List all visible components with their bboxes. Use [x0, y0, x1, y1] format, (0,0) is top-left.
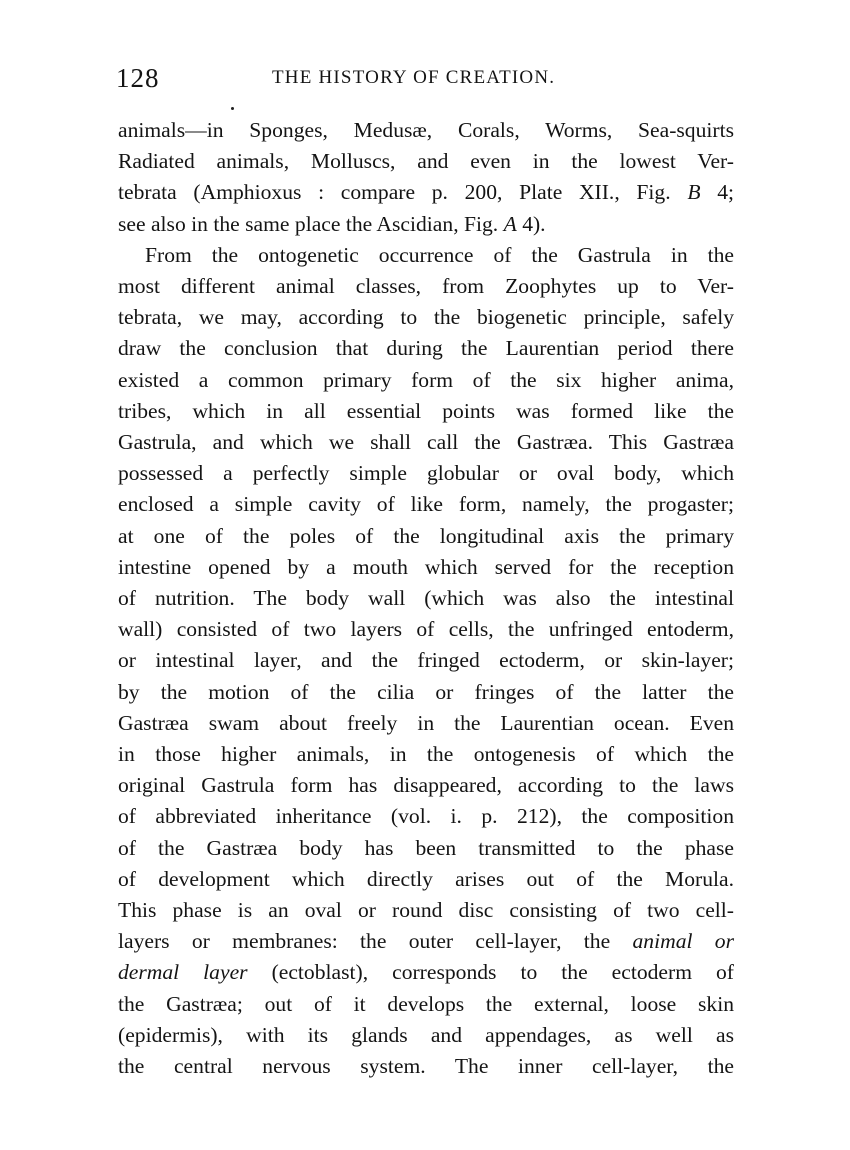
text-line: of nutrition. The body wall (which was also the intestinal: [118, 586, 734, 611]
italic-term: dermal layer: [118, 960, 248, 985]
page-header: [116, 62, 738, 94]
figure-reference: B: [687, 180, 701, 205]
text-fragment: (ectoblast), corresponds to the ectoderm of: [247, 960, 734, 985]
text-line: Gastrula, and which we shall call the Gastræa. This Gastræa: [118, 430, 734, 455]
text-line: Gastræa swam about freely in the Laurentian ocean. Even: [118, 710, 734, 735]
text-line: [118, 177, 734, 208]
text-fragment: layers or membranes: the outer cell-layer, the: [118, 929, 633, 954]
text-line: intestine opened by a mouth which served for the reception: [118, 554, 734, 579]
text-line: draw the conclusion that during the Laurentian period there: [118, 336, 734, 361]
text-line: the central nervous system. The inner cell-layer, the: [118, 1054, 734, 1079]
text-fragment: tebrata (Amphioxus : compare p. 200, Plate XII., Fig.: [118, 180, 688, 205]
text-line: [118, 926, 734, 957]
text-line: enclosed a simple cavity of like form, namely, the progaster;: [118, 492, 734, 517]
text-line: most different animal classes, from Zoophytes up to Ver-: [118, 274, 734, 299]
text-line: of development which directly arises out of the Morula.: [118, 866, 734, 891]
text-line: tribes, which in all essential points was formed like the: [118, 398, 734, 423]
text-fragment: see also in the same place the Ascidian, Fig.: [118, 211, 504, 236]
text-line: existed a common primary form of the six higher anima,: [118, 367, 734, 392]
text-line: From the ontogenetic occurrence of the Gastrula in the: [145, 242, 734, 267]
text-line: of abbreviated inheritance (vol. i. p. 212), the composition: [118, 804, 734, 829]
text-line: This phase is an oval or round disc consisting of two cell-: [118, 898, 734, 923]
paragraph-2: [118, 240, 734, 1082]
text-line: of the Gastræa body has been transmitted to the phase: [118, 835, 734, 860]
text-line: possessed a perfectly simple globular or oval body, which: [118, 461, 734, 486]
italic-term: animal or: [632, 929, 735, 954]
text-line: tebrata, we may, according to the biogenetic principle, safely: [118, 305, 734, 330]
running-title: THE HISTORY OF CREATION.: [272, 67, 556, 88]
text-line: the Gastræa; out of it develops the external, loose skin: [118, 991, 734, 1016]
text-line: [118, 957, 734, 988]
body-text: [118, 115, 734, 1082]
text-line: (epidermis), with its glands and appendages, as well as: [118, 1022, 734, 1047]
text-line: by the motion of the cilia or fringes of the latter the: [118, 679, 734, 704]
text-line: [118, 209, 734, 240]
page-number: 128: [116, 63, 160, 93]
figure-reference: A: [503, 211, 517, 236]
text-line: or intestinal layer, and the fringed ectoderm, or skin-layer;: [118, 648, 734, 673]
text-line: Radiated animals, Molluscs, and even in the lowest Ver-: [118, 149, 734, 174]
text-fragment: 4).: [516, 211, 546, 236]
text-fragment: 4;: [700, 180, 734, 205]
paragraph-1: [118, 115, 734, 240]
text-line: wall) consisted of two layers of cells, the unfringed entoderm,: [118, 617, 734, 642]
text-line: animals—in Sponges, Medusæ, Corals, Worms, Sea-squirts: [118, 118, 734, 142]
print-speck: [231, 107, 234, 110]
text-line: original Gastrula form has disappeared, according to the laws: [118, 773, 734, 798]
text-line: at one of the poles of the longitudinal axis the primary: [118, 523, 734, 548]
text-line: in those higher animals, in the ontogenesis of which the: [118, 742, 734, 767]
